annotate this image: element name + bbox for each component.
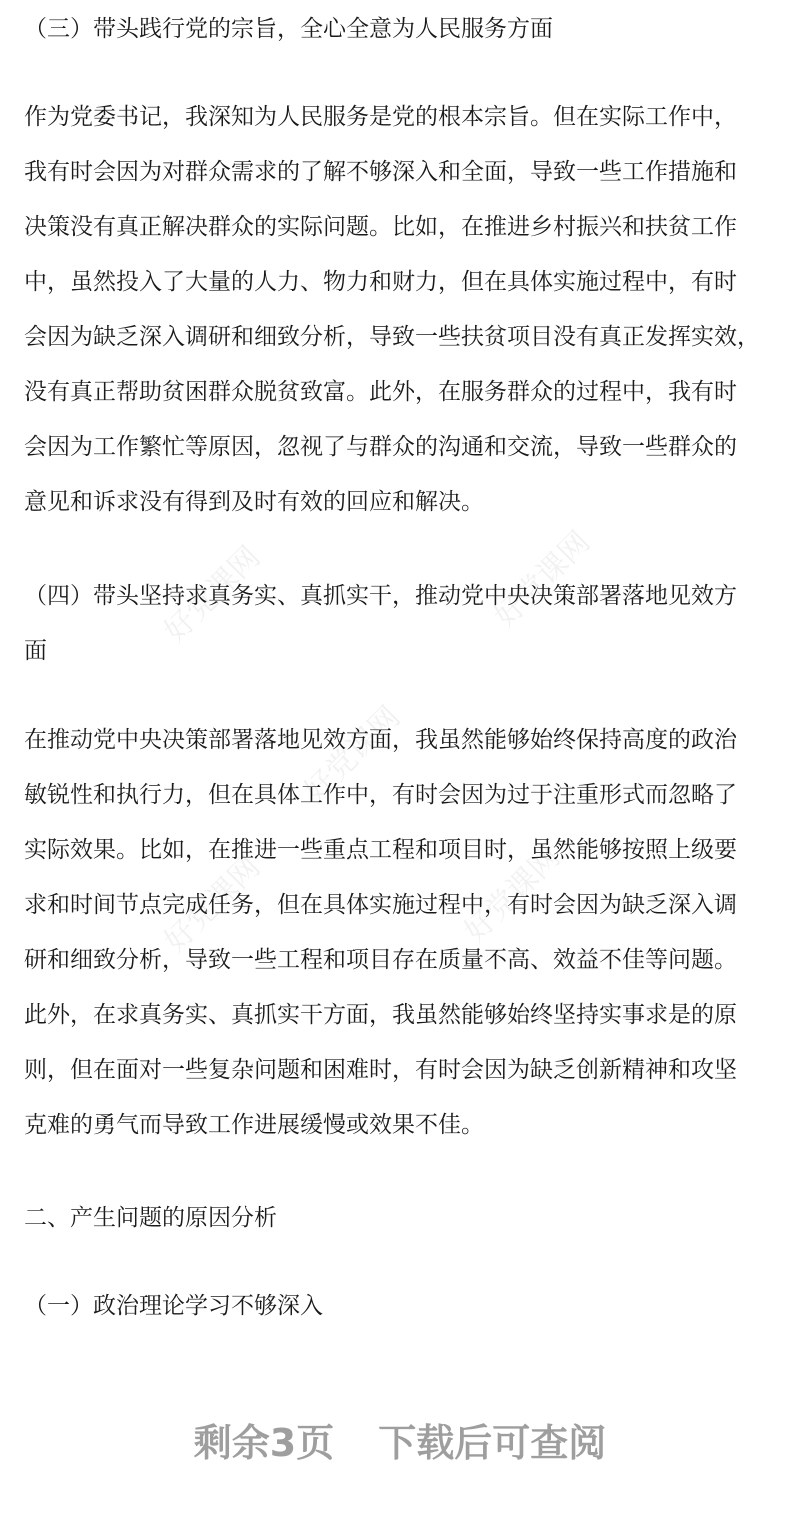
watermark: 好党课网: [157, 539, 268, 650]
section-heading: 面: [24, 638, 47, 664]
watermark: 好党课网: [157, 849, 268, 960]
download-to-view-label: 下载后可查阅: [378, 1421, 607, 1465]
section-heading: （四）带头坚持求真务实、真抓实干，推动党中央决策部署落地见效方: [24, 583, 737, 609]
download-notice-button[interactable]: [0, 1418, 800, 1468]
paragraph-line: 敏锐性和执行力，但在具体工作中，有时会因为过于注重形式而忽略了: [24, 782, 737, 808]
paragraph-line: 会因为缺乏深入调研和细致分析，导致一些扶贫项目没有真正发挥实效，: [24, 324, 760, 350]
watermark: 好党课网: [297, 699, 408, 810]
paragraph-line: 中，虽然投入了大量的人力、物力和财力，但在具体实施过程中，有时: [24, 269, 737, 295]
paragraph-line: 作为党委书记，我深知为人民服务是党的根本宗旨。但在实际工作中，: [24, 104, 737, 130]
section-heading: （三）带头践行党的宗旨，全心全意为人民服务方面: [24, 16, 553, 42]
paragraph-line: 意见和诉求没有得到及时有效的回应和解决。: [24, 489, 484, 515]
paragraph-line: 没有真正帮助贫困群众脱贫致富。此外，在服务群众的过程中，我有时: [24, 379, 737, 405]
paragraph-line: 克难的勇气而导致工作进展缓慢或效果不佳。: [24, 1112, 484, 1138]
paragraph-line: 决策没有真正解决群众的实际问题。比如，在推进乡村振兴和扶贫工作: [24, 214, 737, 240]
section-heading: （一）政治理论学习不够深入: [24, 1293, 323, 1319]
remaining-pages-label: 剩余3页: [193, 1421, 335, 1465]
watermark: 好党课网: [457, 839, 568, 950]
chapter-heading: 二、产生问题的原因分析: [24, 1205, 277, 1231]
paragraph-line: 此外，在求真务实、真抓实干方面，我虽然能够始终坚持实事求是的原: [24, 1002, 737, 1028]
paragraph-line: 我有时会因为对群众需求的了解不够深入和全面，导致一些工作措施和: [24, 159, 737, 185]
paragraph-line: 求和时间节点完成任务，但在具体实施过程中，有时会因为缺乏深入调: [24, 892, 737, 918]
paragraph-line: 在推动党中央决策部署落地见效方面，我虽然能够始终保持高度的政治: [24, 727, 737, 753]
watermark: 好党课网: [487, 524, 598, 635]
paragraph-line: 研和细致分析，导致一些工程和项目存在质量不高、效益不佳等问题。: [24, 947, 737, 973]
paragraph-line: 会因为工作繁忙等原因，忽视了与群众的沟通和交流，导致一些群众的: [24, 434, 737, 460]
paragraph-line: 则，但在面对一些复杂问题和困难时，有时会因为缺乏创新精神和攻坚: [24, 1057, 737, 1083]
paragraph-line: 实际效果。比如，在推进一些重点工程和项目时，虽然能够按照上级要: [24, 837, 737, 863]
